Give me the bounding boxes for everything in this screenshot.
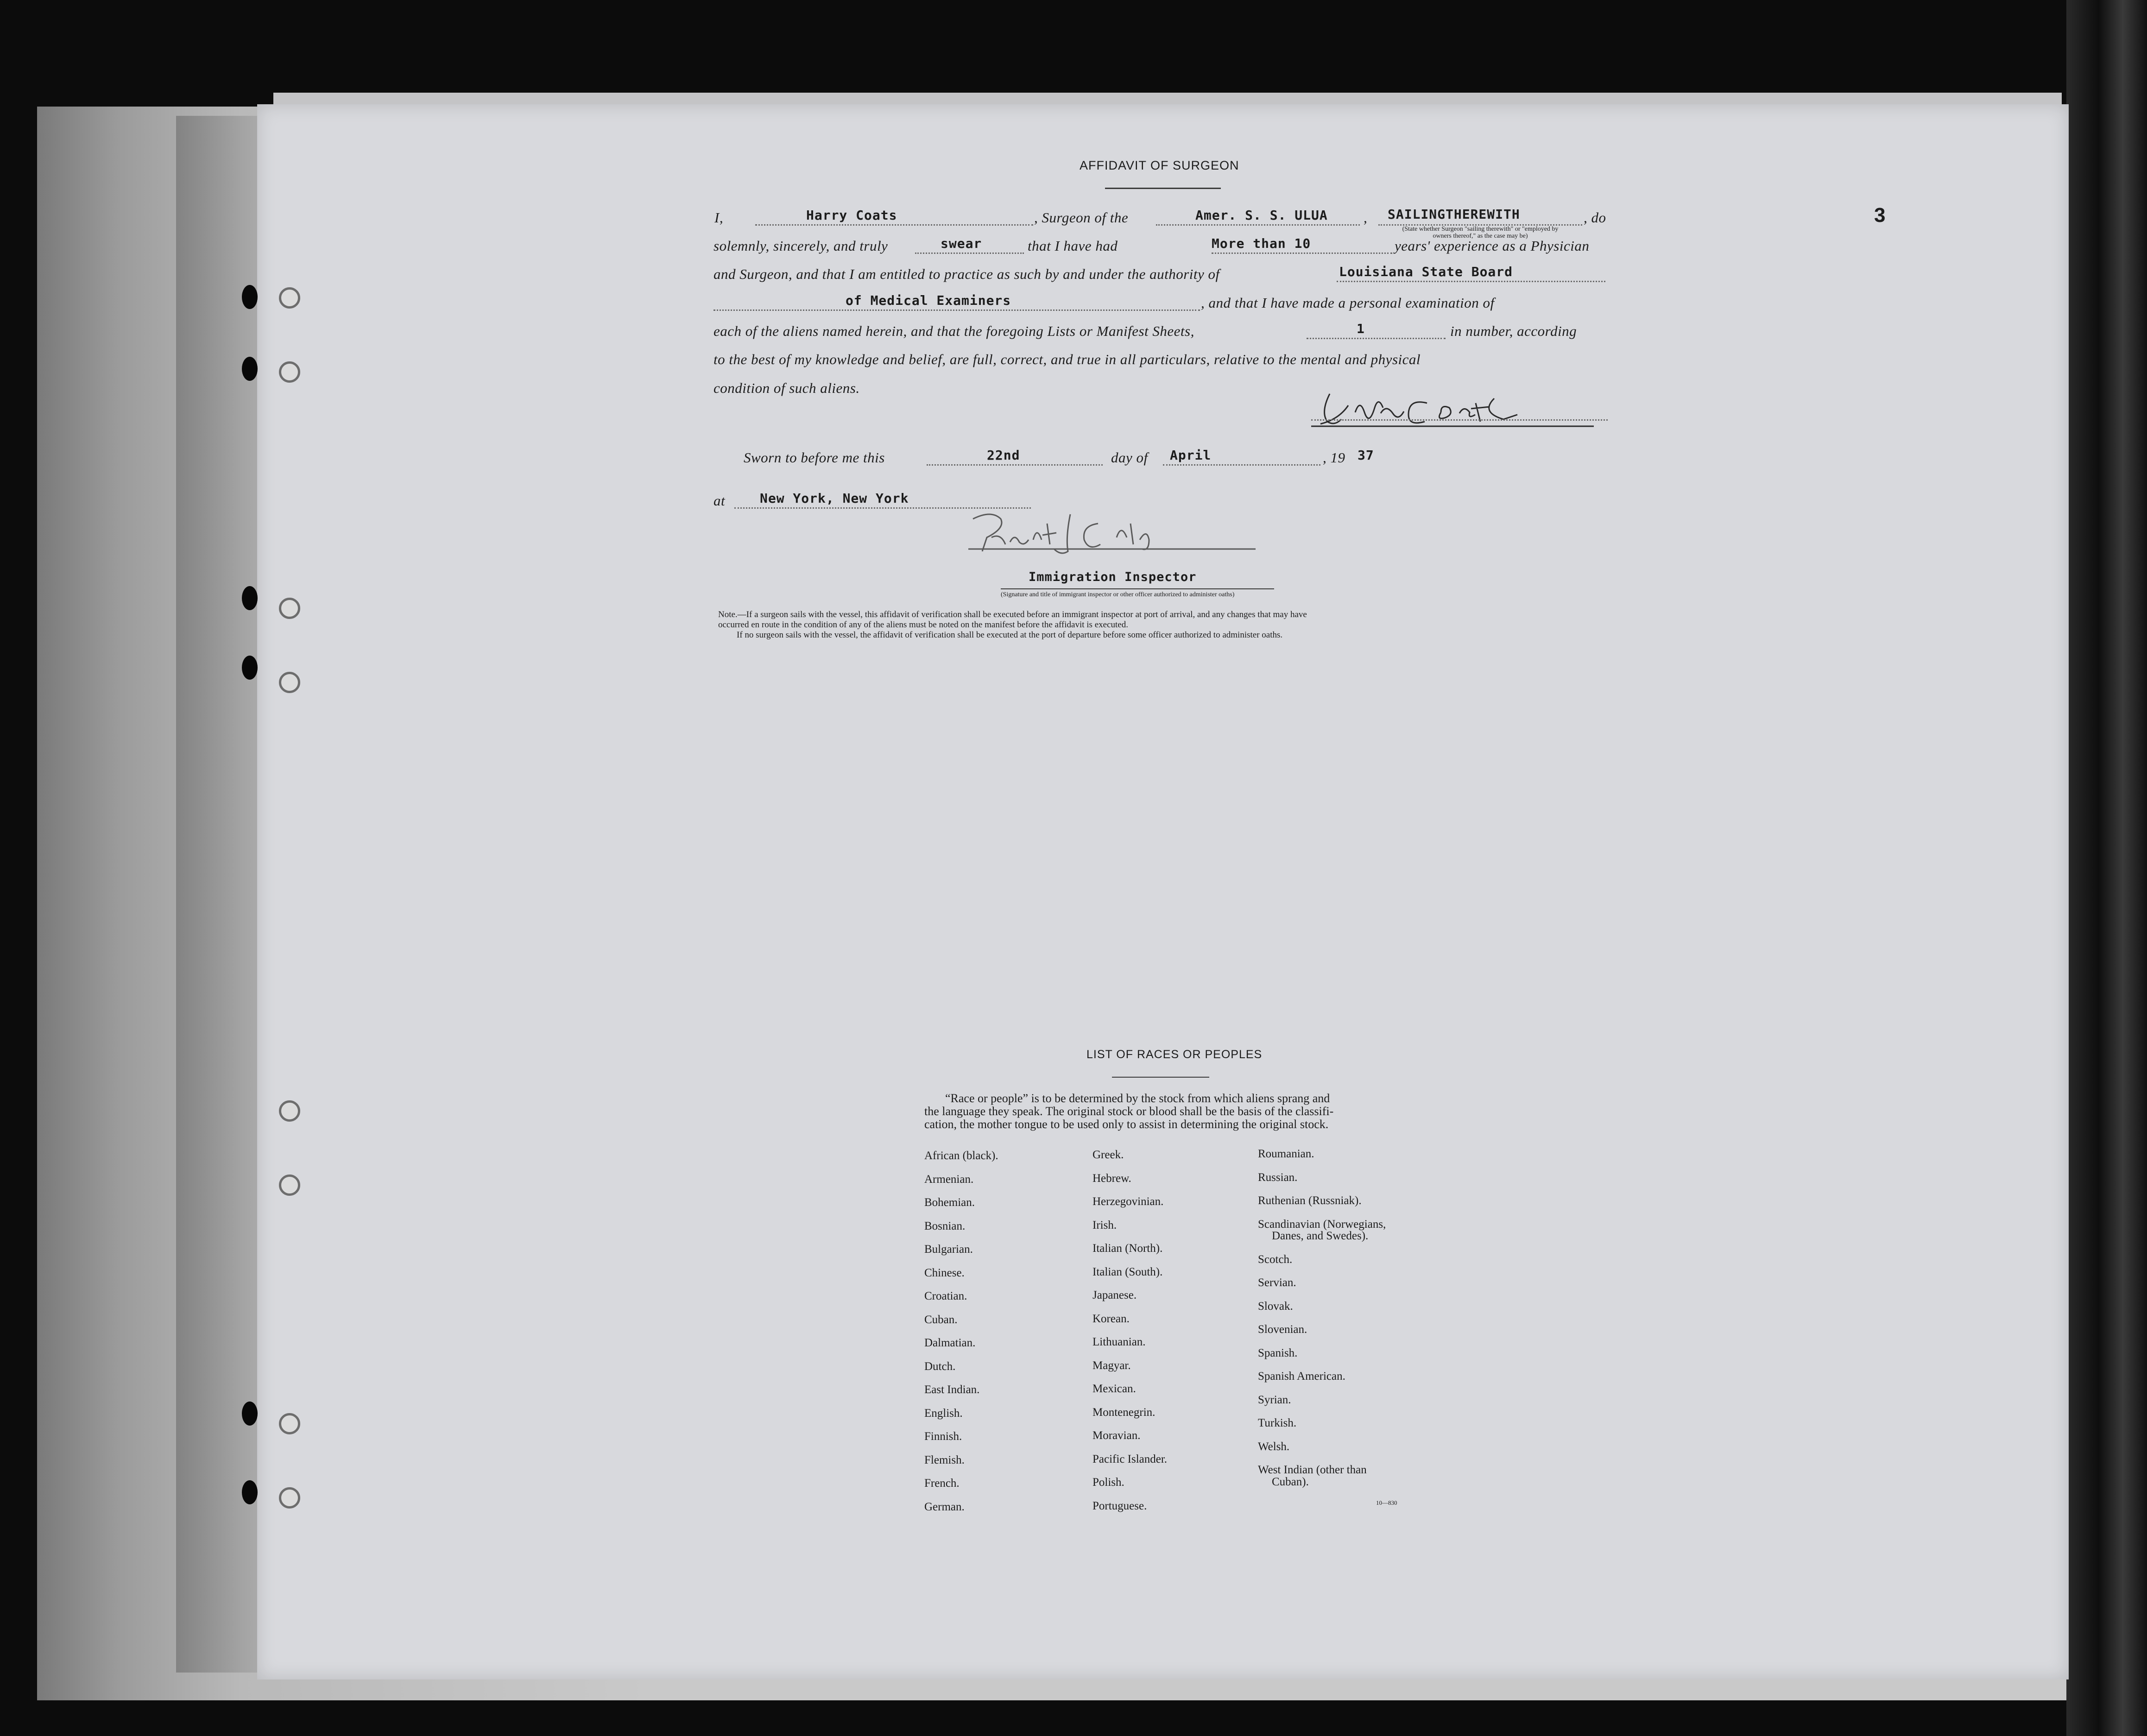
race-item: African (black). <box>924 1149 998 1162</box>
race-item: East Indian. <box>924 1383 980 1396</box>
sworn-year: 37 <box>1358 448 1374 463</box>
races-rule <box>1112 1077 1209 1078</box>
race-item: West Indian (other than <box>1258 1464 1367 1476</box>
race-item: Bohemian. <box>924 1196 975 1209</box>
race-item: Ruthenian (Russniak). <box>1258 1194 1362 1207</box>
line5-b: in number, according <box>1450 323 1577 339</box>
race-item: Scandinavian (Norwegians, <box>1258 1218 1386 1231</box>
line4-b: , and that I have made a personal examination of <box>1201 295 1495 311</box>
race-item: Dutch. <box>924 1360 956 1373</box>
race-item: Dalmatian. <box>924 1337 976 1349</box>
binder-hole <box>279 361 300 383</box>
race-item: Danes, and Swedes). <box>1272 1230 1369 1242</box>
race-item: German. <box>924 1500 965 1513</box>
line3-a: and Surgeon, and that I am entitled to practice as such by and under the authority of <box>714 266 1220 282</box>
race-item: Mexican. <box>1092 1382 1136 1395</box>
sworn-place: New York, New York <box>760 491 909 506</box>
race-item: Lithuanian. <box>1092 1336 1146 1348</box>
race-item: Syrian. <box>1258 1393 1291 1406</box>
race-item: Chinese. <box>924 1266 965 1279</box>
vessel-line <box>1156 224 1360 226</box>
race-item: Turkish. <box>1258 1417 1297 1429</box>
line2-b: that I have had <box>1028 238 1118 254</box>
binder-dot <box>242 656 258 680</box>
officer-rule <box>1001 588 1274 589</box>
year-prefix: , 19 <box>1323 449 1345 466</box>
binder-hole <box>279 1487 300 1509</box>
race-item: Croatian. <box>924 1290 967 1302</box>
races-intro-2: the language they speak. The original stock or blood shall be the basis of the classifi- <box>924 1105 1334 1118</box>
authority-line <box>1337 281 1605 282</box>
comma: , <box>1364 209 1368 226</box>
sheets-line <box>1307 338 1446 339</box>
month-line <box>1163 464 1320 466</box>
race-item: Magyar. <box>1092 1359 1131 1372</box>
races-intro-3: cation, the mother tongue to be used only to assist in determining the original stock. <box>924 1117 1329 1131</box>
inspector-signature <box>964 505 1260 556</box>
note-line-1: Note.—If a surgeon sails with the vessel, this affidavit of verification shall be executed before an immigrant inspector at port of arrival, and any changes that may have <box>718 610 1307 619</box>
vessel-name: Amer. S. S. ULUA <box>1195 208 1328 223</box>
races-intro-1: “Race or people” is to be determined by the stock from which aliens sprang and <box>945 1092 1330 1105</box>
race-item: Japanese. <box>1092 1289 1137 1301</box>
binder-dot <box>242 357 258 381</box>
race-item: Cuban). <box>1272 1475 1309 1488</box>
race-item: Slovenian. <box>1258 1323 1307 1336</box>
binder-dot <box>242 1401 258 1426</box>
race-item: Pacific Islander. <box>1092 1452 1168 1465</box>
surgeon-of-label: , Surgeon of the <box>1034 209 1129 226</box>
do-label: , do <box>1584 209 1606 226</box>
surgeon-signature <box>1311 380 1598 431</box>
race-item: Welsh. <box>1258 1440 1290 1453</box>
race-item: Korean. <box>1092 1312 1130 1325</box>
race-item: Servian. <box>1258 1276 1296 1289</box>
form-code: 10—830 <box>1376 1499 1397 1506</box>
at-label: at <box>714 492 726 509</box>
race-item: Roumanian. <box>1258 1148 1314 1160</box>
oath-word: swear <box>941 236 982 251</box>
sworn-month: April <box>1170 448 1212 463</box>
race-item: Moravian. <box>1092 1429 1141 1442</box>
name-line <box>755 224 1033 226</box>
race-item: English. <box>924 1407 963 1420</box>
race-item: Bulgarian. <box>924 1243 973 1256</box>
line6: to the best of my knowledge and belief, are full, correct, and true in all particulars, relative to the mental and physical <box>714 351 1421 367</box>
race-item: Italian (North). <box>1092 1242 1163 1255</box>
race-item: Montenegrin. <box>1092 1406 1156 1419</box>
surgeon-capacity: SAILINGTHEREWITH <box>1388 207 1520 222</box>
manifest-page <box>257 104 2069 1679</box>
race-item: Spanish. <box>1258 1346 1298 1359</box>
line7: condition of such aliens. <box>714 380 860 396</box>
binder-dot <box>242 1480 258 1504</box>
title-rule <box>1105 188 1221 189</box>
line5-a: each of the aliens named herein, and that the foregoing Lists or Manifest Sheets, <box>714 323 1194 339</box>
race-item: Herzegovinian. <box>1092 1195 1164 1208</box>
line2-c: years' experience as a Physician <box>1395 238 1590 254</box>
binder-hole <box>279 598 300 619</box>
race-item: Cuban. <box>924 1313 958 1326</box>
officer-caption: (Signature and title of immigrant inspector or other officer authorized to administer oaths) <box>1001 591 1235 598</box>
binder-hole <box>279 287 300 309</box>
race-item: French. <box>924 1477 960 1490</box>
capacity-note: (State whether Surgeon "sailing therewith" or "employed by owners thereof," as the case may be) <box>1402 226 1559 240</box>
years-line <box>1212 253 1392 254</box>
years-count: More than 10 <box>1212 236 1311 251</box>
binder-hole <box>279 672 300 693</box>
oath-line <box>915 253 1024 254</box>
race-item: Portuguese. <box>1092 1499 1147 1512</box>
sworn-prefix: Sworn to before me this <box>744 449 885 466</box>
sworn-day: 22nd <box>987 448 1020 463</box>
surgeon-name: Harry Coats <box>806 208 897 223</box>
race-item: Irish. <box>1092 1218 1117 1231</box>
race-item: Bosnian. <box>924 1219 966 1232</box>
race-item: Russian. <box>1258 1171 1298 1184</box>
surgeon-signature-line <box>1311 419 1608 421</box>
race-item: Finnish. <box>924 1430 962 1443</box>
race-item: Italian (South). <box>1092 1265 1163 1278</box>
page-number: 3 <box>1874 204 1886 227</box>
note-line-2: occurred en route in the condition of any of the aliens must be noted on the manifest before the affidavit is executed. <box>718 620 1128 630</box>
day-line <box>927 464 1103 466</box>
race-item: Greek. <box>1092 1149 1124 1161</box>
authority-2: of Medical Examiners <box>846 293 1011 308</box>
race-item: Armenian. <box>924 1173 974 1186</box>
race-item: Hebrew. <box>1092 1172 1131 1185</box>
authority-1: Louisiana State Board <box>1339 264 1513 279</box>
race-item: Spanish American. <box>1258 1370 1345 1382</box>
line2-a: solemnly, sincerely, and truly <box>714 238 888 254</box>
races-title: LIST OF RACES OR PEOPLES <box>1086 1048 1263 1061</box>
sheets-count: 1 <box>1357 321 1365 336</box>
race-item: Flemish. <box>924 1453 965 1466</box>
officer-title: Immigration Inspector <box>1029 570 1197 584</box>
note-line-3: If no surgeon sails with the vessel, the affidavit of verification shall be executed at the port of departure before some officer authorized to administer oaths. <box>737 630 1283 640</box>
affidavit-title: AFFIDAVIT OF SURGEON <box>1080 158 1239 172</box>
race-item: Polish. <box>1092 1476 1124 1489</box>
binder-hole <box>279 1413 300 1434</box>
authority-line-2 <box>714 309 1200 311</box>
binder-dot <box>242 285 258 309</box>
sworn-day-of: day of <box>1111 449 1148 466</box>
race-item: Slovak. <box>1258 1300 1293 1313</box>
scanner-edge <box>2066 0 2147 1736</box>
i-label: I, <box>714 209 724 226</box>
binder-hole <box>279 1174 300 1196</box>
binder-hole <box>279 1100 300 1122</box>
race-item: Scotch. <box>1258 1253 1293 1266</box>
binder-dot <box>242 586 258 610</box>
